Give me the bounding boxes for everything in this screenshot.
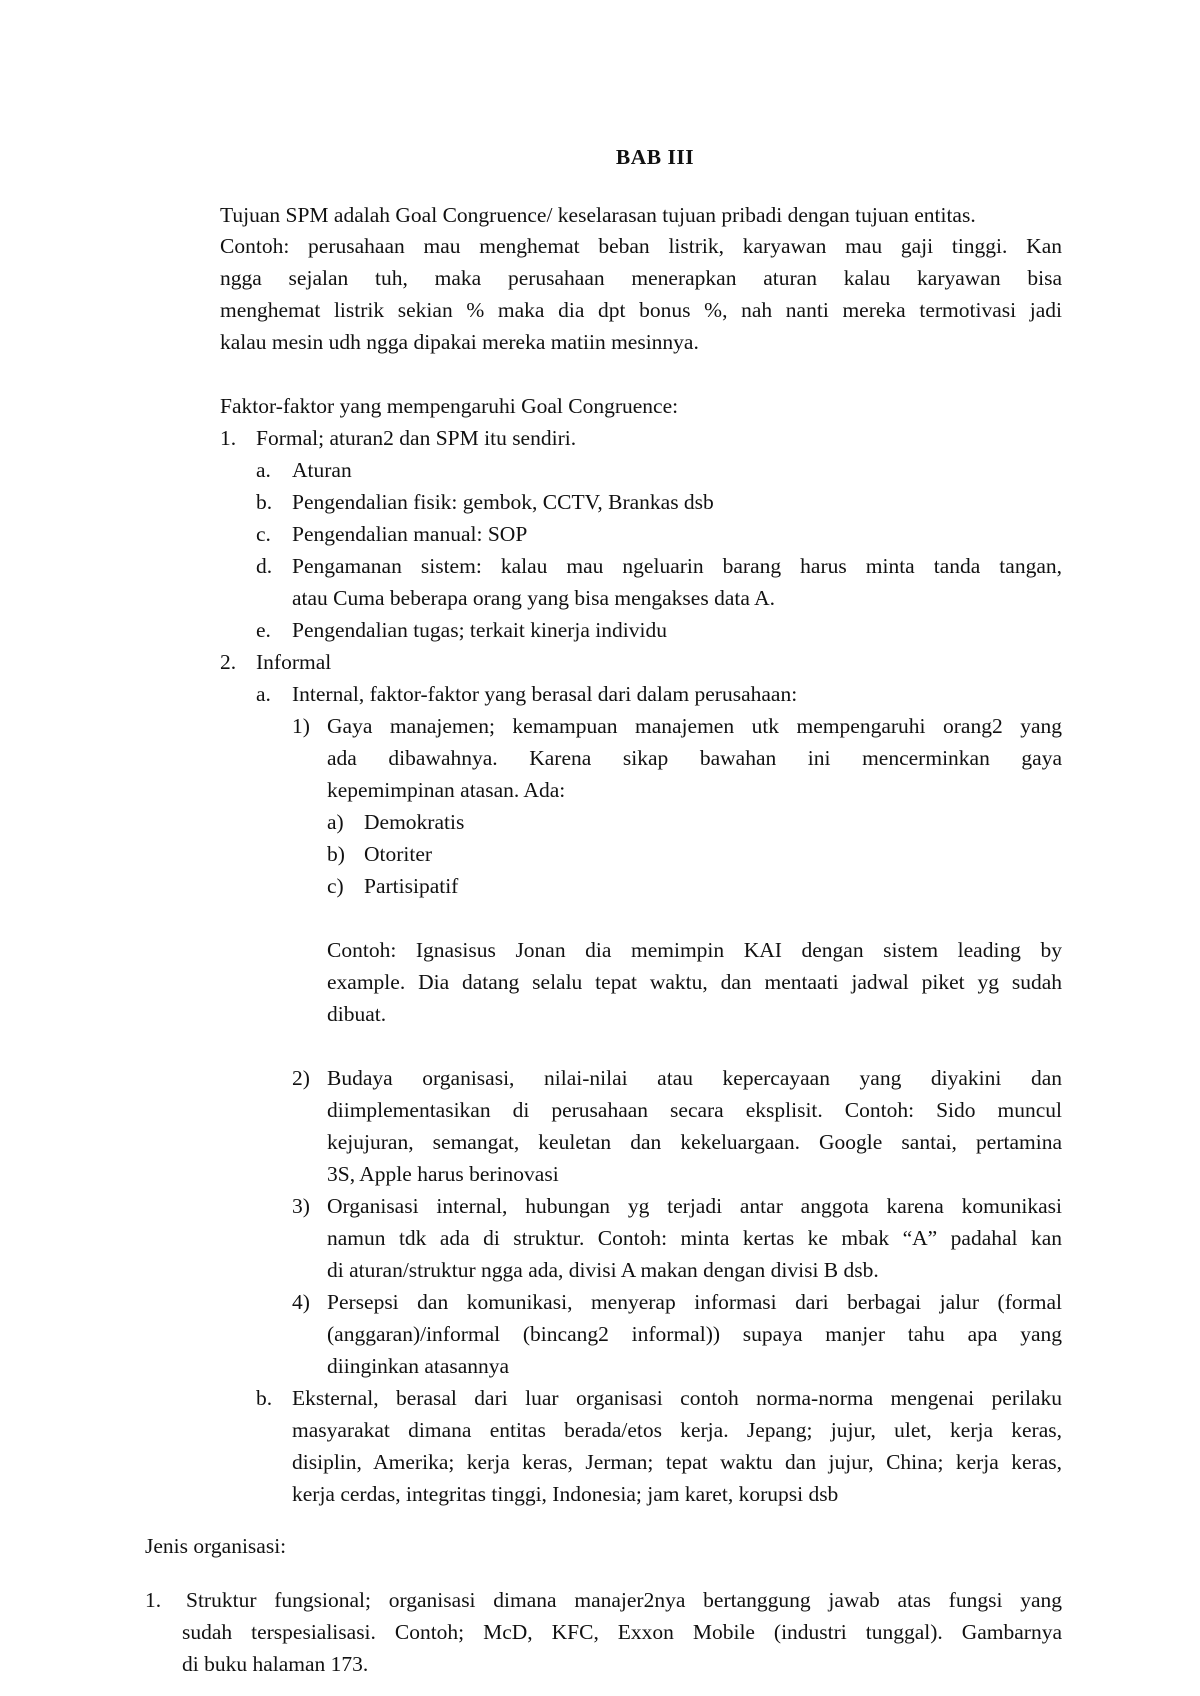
page-title: BAB III <box>615 145 695 169</box>
list-marker: b) <box>327 842 345 866</box>
example-line: Contoh: Ignasisus Jonan dia memimpin KAI dengan sistem leading by <box>327 938 1062 962</box>
list-item: Pengendalian tugas; terkait kinerja individu <box>292 618 667 642</box>
list-marker: 1. <box>220 426 237 450</box>
list-item: Demokratis <box>364 810 465 834</box>
list-marker: d. <box>256 554 273 578</box>
list-marker: a. <box>256 682 271 706</box>
list-marker: e. <box>256 618 271 642</box>
list-item: Pengamanan sistem: kalau mau ngeluarin barang harus minta tanda tangan, <box>292 554 1062 578</box>
list-item: Gaya manajemen; kemampuan manajemen utk mempengaruhi orang2 yang <box>327 714 1062 738</box>
list-marker: 2) <box>292 1066 310 1090</box>
list-item-continuation: namun tdk ada di struktur. Contoh: minta kertas ke mbak “A” padahal kan <box>327 1226 1062 1250</box>
list-marker: 2. <box>220 650 237 674</box>
list-marker: 1. <box>145 1588 162 1612</box>
list-marker: a) <box>327 810 344 834</box>
list-item: Otoriter <box>364 842 433 866</box>
text-line: kalau mesin udh ngga dipakai mereka matiin mesinnya. <box>220 330 699 354</box>
list-marker: 3) <box>292 1194 310 1218</box>
list-item-continuation: kejujuran, semangat, keuletan dan kekeluargaan. Google santai, pertamina <box>327 1130 1062 1154</box>
list-marker: c) <box>327 874 344 898</box>
list-item-continuation: ada dibawahnya. Karena sikap bawahan ini mencerminkan gaya <box>327 746 1062 770</box>
list-item: Eksternal, berasal dari luar organisasi contoh norma-norma mengenai perilaku <box>292 1386 1062 1410</box>
list-item-continuation: di buku halaman 173. <box>182 1652 369 1676</box>
list-item-label: Formal; aturan2 dan SPM itu sendiri. <box>256 426 577 450</box>
text-line: Tujuan SPM adalah Goal Congruence/ keselarasan tujuan pribadi dengan tujuan entitas. <box>220 203 976 227</box>
example-line: example. Dia datang selalu tepat waktu, dan mentaati jadwal piket yg sudah <box>327 970 1062 994</box>
list-marker: 1) <box>292 714 310 738</box>
list-item: Persepsi dan komunikasi, menyerap informasi dari berbagai jalur (formal <box>327 1290 1062 1314</box>
list-item-continuation: atau Cuma beberapa orang yang bisa mengakses data A. <box>292 586 775 610</box>
list-item: Struktur fungsional; organisasi dimana manajer2nya bertanggung jawab atas fungsi yang <box>186 1588 1062 1612</box>
list-item-continuation: di aturan/struktur ngga ada, divisi A makan dengan divisi B dsb. <box>327 1258 879 1282</box>
list-item-label: Internal, faktor-faktor yang berasal dari dalam perusahaan: <box>292 682 798 706</box>
text-line: Contoh: perusahaan mau menghemat beban listrik, karyawan mau gaji tinggi. Kan <box>220 234 1062 258</box>
list-item-continuation: disiplin, Amerika; kerja keras, Jerman; tepat waktu dan jujur, China; kerja keras, <box>292 1450 1062 1474</box>
list-marker: b. <box>256 1386 273 1410</box>
org-heading: Jenis organisasi: <box>145 1534 287 1558</box>
list-item-continuation: sudah terspesialisasi. Contoh; McD, KFC, Exxon Mobile (industri tunggal). Gambarnya <box>182 1620 1062 1644</box>
list-item: Partisipatif <box>364 874 459 898</box>
factors-heading: Faktor-faktor yang mempengaruhi Goal Congruence: <box>220 394 679 418</box>
list-item: Organisasi internal, hubungan yg terjadi antar anggota karena komunikasi <box>327 1194 1062 1218</box>
list-item: Pengendalian fisik: gembok, CCTV, Brankas dsb <box>292 490 714 514</box>
list-marker: b. <box>256 490 273 514</box>
list-item: Aturan <box>292 458 352 482</box>
list-marker: 4) <box>292 1290 310 1314</box>
list-item-continuation: (anggaran)/informal (bincang2 informal)) supaya manjer tahu apa yang <box>327 1322 1062 1346</box>
example-line: dibuat. <box>327 1002 387 1026</box>
text-line: ngga sejalan tuh, maka perusahaan menerapkan aturan kalau karyawan bisa <box>220 266 1062 290</box>
list-marker: c. <box>256 522 271 546</box>
list-item-continuation: 3S, Apple harus berinovasi <box>327 1162 559 1186</box>
list-item: Budaya organisasi, nilai-nilai atau kepercayaan yang diyakini dan <box>327 1066 1062 1090</box>
list-item-label: Informal <box>256 650 332 674</box>
list-item-continuation: kerja cerdas, integritas tinggi, Indonesia; jam karet, korupsi dsb <box>292 1482 839 1506</box>
text-line: menghemat listrik sekian % maka dia dpt bonus %, nah nanti mereka termotivasi jadi <box>220 298 1062 322</box>
list-item-continuation: diimplementasikan di perusahaan secara eksplisit. Contoh: Sido muncul <box>327 1098 1062 1122</box>
list-item-continuation: kepemimpinan atasan. Ada: <box>327 778 566 802</box>
list-item-continuation: masyarakat dimana entitas berada/etos kerja. Jepang; jujur, ulet, kerja keras, <box>292 1418 1062 1442</box>
list-item-continuation: diinginkan atasannya <box>327 1354 510 1378</box>
list-marker: a. <box>256 458 271 482</box>
list-item: Pengendalian manual: SOP <box>292 522 528 546</box>
